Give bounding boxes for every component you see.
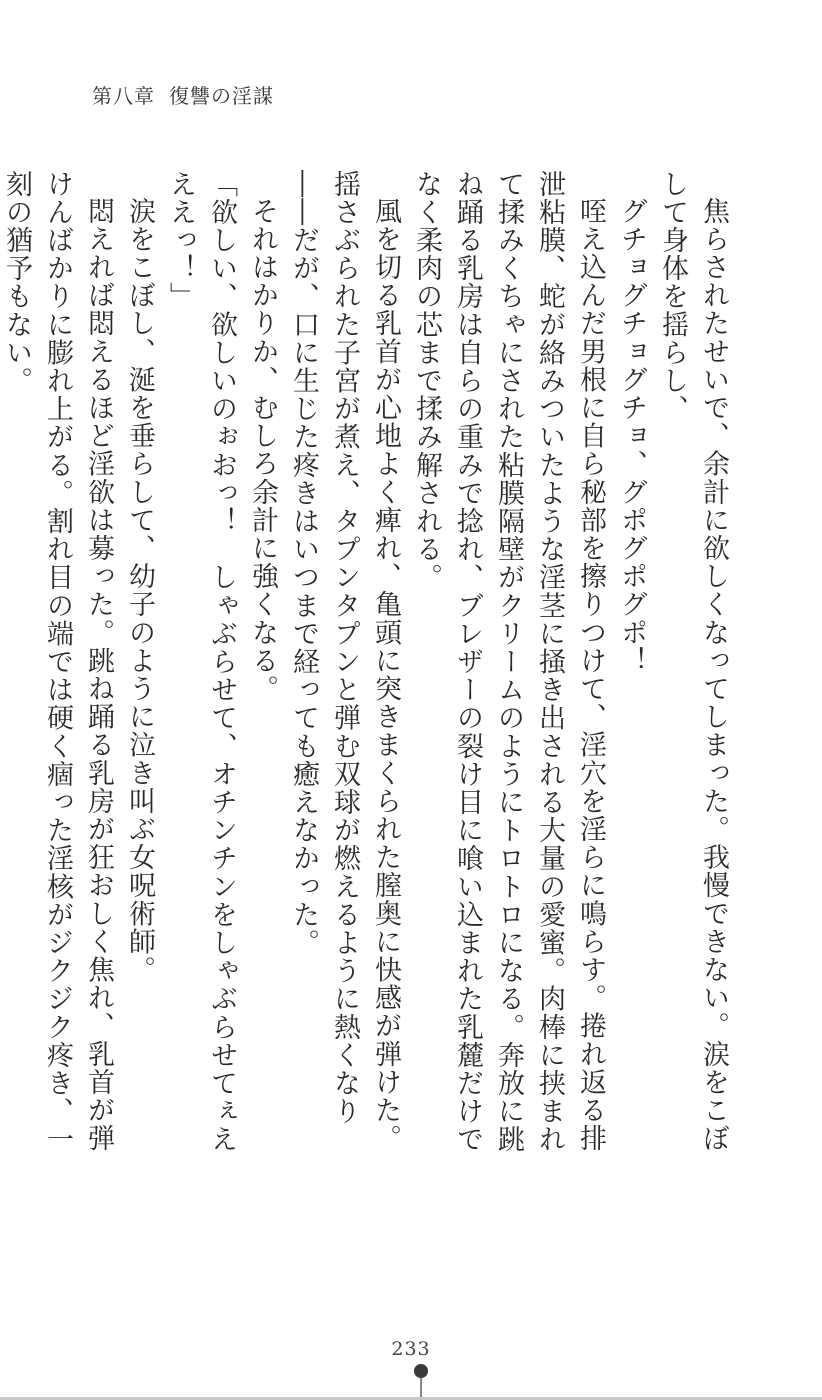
paragraph: 風を切る乳首が心地よく痺れ、亀頭に突きまくられた膣奥に快感が弾けた。揺さぶられた子宮が煮え、タプンタプンと弾む双球が燃えるように熱くなり――だが、口に生じた疼きはいつまで経っても癒えなかった。 xyxy=(288,170,401,1153)
chapter-title: 復讐の淫謀 xyxy=(169,84,274,108)
paragraph: 焦らされたせいで、余計に欲しくなってしまった。我慢できない。涙をこぼして身体を揺らし、 xyxy=(657,170,729,1153)
paragraph: グチョグチョグチョ、グポグポグポ！ xyxy=(616,197,647,675)
chapter-label: 第八章 xyxy=(92,84,155,108)
page-number: 233 xyxy=(391,1338,431,1360)
running-header xyxy=(92,80,274,109)
dialogue-line: 「欲しい、欲しいのぉおっ！ しゃぶらせて、オチンチンをしゃぶらせてぇえええっ！」 xyxy=(165,170,237,1154)
paragraph: 咥え込んだ男根に自ら秘部を擦りつけて、淫穴を淫らに鳴らす。捲れ返る排泄粘膜、蛇が絡みついたような淫茎に掻き出される大量の愛蜜。肉棒に挟まれて揉みくちゃにされた粘膜隔壁がクリームのようにトロトロになる。奔放に跳ね踊る乳房は自らの重みで捻れ、ブレザーの裂け目に喰い込まれた乳麓だけでなく柔肉の芯まで揉み解される。 xyxy=(411,170,606,1154)
vertical-body-text xyxy=(1,170,734,1175)
page-marker-dot xyxy=(414,1364,428,1378)
paragraph: 悶えれば悶えるほど淫欲は募った。跳ね踊る乳房が狂おしく焦れ、乳首が弾けんばかりに膨れ上がる。割れ目の端では硬く痼った淫核がジクジク疼き、一刻の猶予もない。 xyxy=(1,170,114,1154)
paragraph: それはかりか、むしろ余計に強くなる。 xyxy=(247,197,278,703)
paragraph: 涙をこぼし、涎を垂らして、幼子のように泣き叫ぶ女呪術師。 xyxy=(124,197,155,984)
